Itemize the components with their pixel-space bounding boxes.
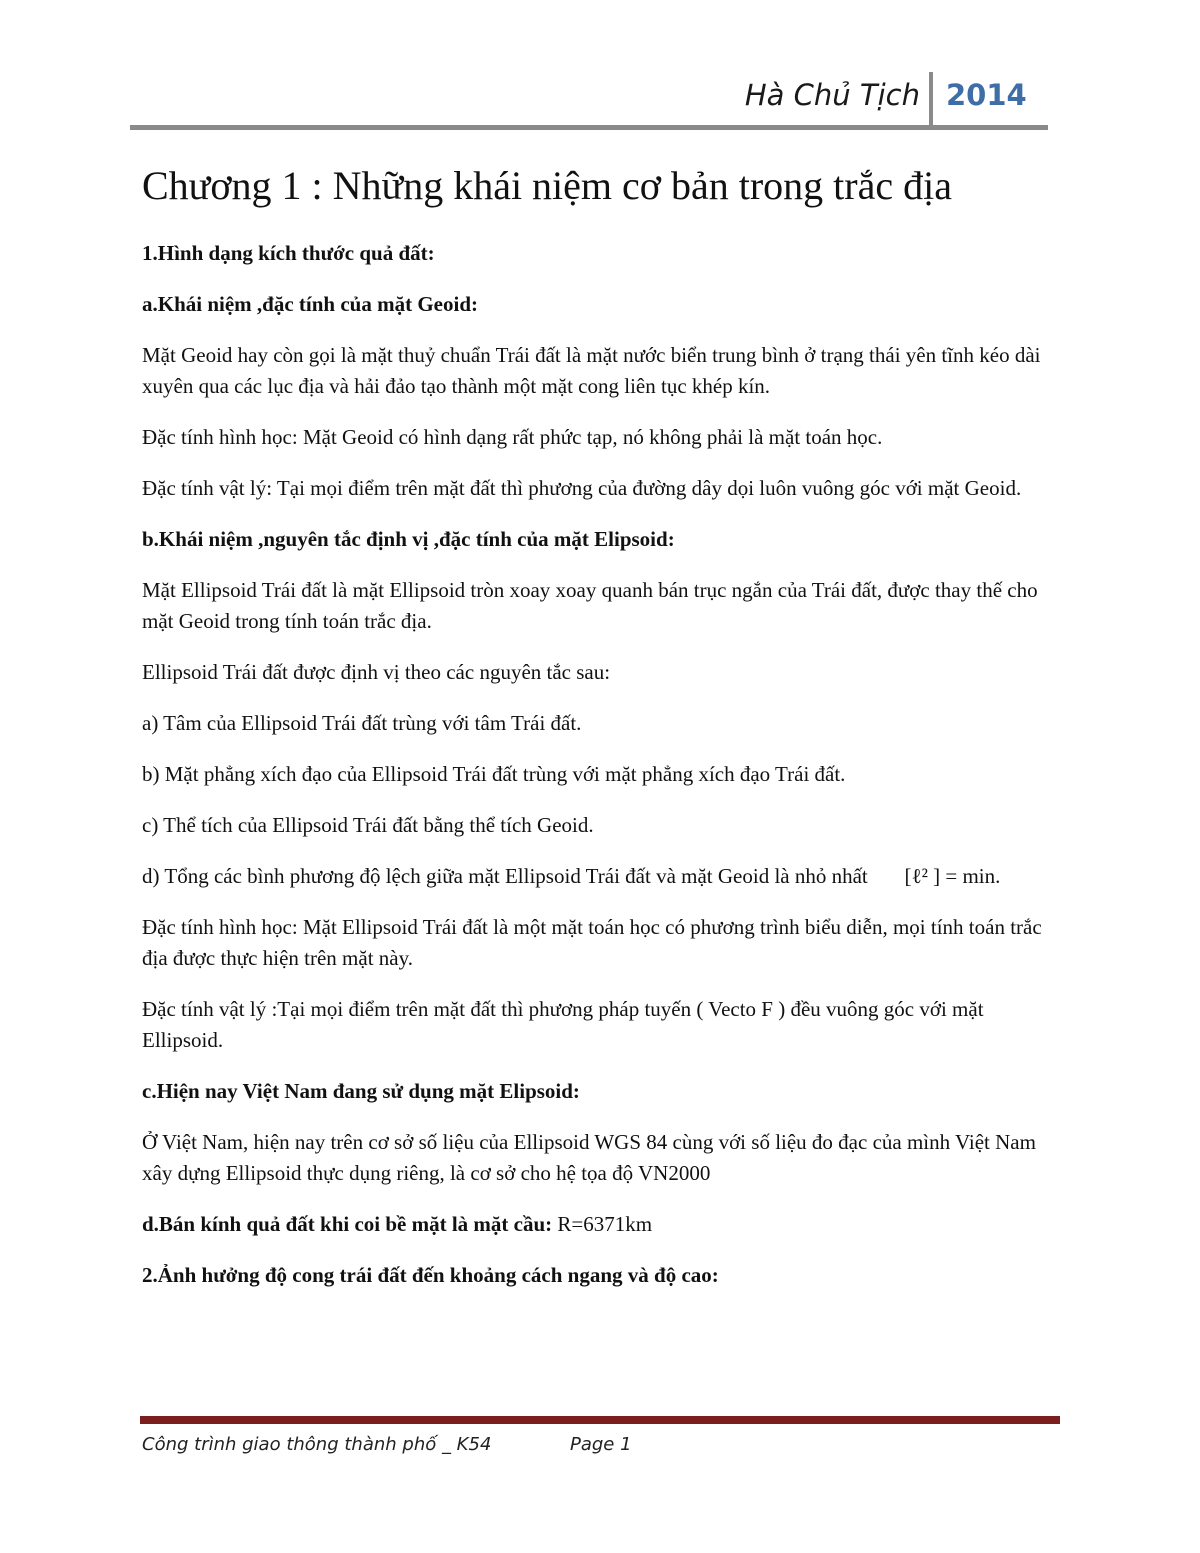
subsection-heading: b.Khái niệm ,nguyên tắc định vị ,đặc tính của mặt Elipsoid: (142, 527, 675, 551)
header-year: 2014 (946, 78, 1027, 112)
paragraph: Mặt Geoid hay còn gọi là mặt thuỷ chuẩn Trái đất là mặt nước biển trung bình ở trạng thái yên tĩnh kéo dài xuyên qua các lục địa và hải đảo tạo thành một mặt cong liên tục khép kín. (142, 343, 1041, 398)
list-item: a) Tâm của Ellipsoid Trái đất trùng với tâm Trái đất. (142, 711, 582, 735)
paragraph: Đặc tính vật lý :Tại mọi điểm trên mặt đất thì phương pháp tuyến ( Vecto F ) đều vuông góc với mặt Ellipsoid. (142, 997, 984, 1052)
paragraph: Mặt Ellipsoid Trái đất là mặt Ellipsoid tròn xoay xoay quanh bán trục ngắn của Trái đất, được thay thế cho mặt Geoid trong tính toán trắc địa. (142, 578, 1038, 633)
header-rule (130, 125, 1048, 130)
subsection-heading: a.Khái niệm ,đặc tính của mặt Geoid: (142, 292, 479, 316)
footer-rule (140, 1416, 1060, 1424)
document-body (142, 160, 1062, 1311)
paragraph: Ellipsoid Trái đất được định vị theo các nguyên tắc sau: (142, 660, 611, 684)
paragraph: Đặc tính vật lý: Tại mọi điểm trên mặt đất thì phương của đường dây dọi luôn vuông góc với mặt Geoid. (142, 476, 1022, 500)
radius-value: R=6371km (552, 1212, 653, 1236)
list-item: c) Thể tích của Ellipsoid Trái đất bằng thể tích Geoid. (142, 813, 594, 837)
section-heading: 1.Hình dạng kích thước quả đất: (142, 241, 435, 265)
paragraph: Ở Việt Nam, hiện nay trên cơ sở số liệu của Ellipsoid WGS 84 cùng với số liệu đo đạc của mình Việt Nam xây dựng Ellipsoid thực dụng riêng, là cơ sở cho hệ tọa độ VN2000 (142, 1130, 1036, 1185)
page-number: Page 1 (570, 1434, 632, 1455)
radius-label: d.Bán kính quả đất khi coi bề mặt là mặt cầu: (142, 1212, 553, 1236)
header-separator (929, 72, 933, 126)
footer-text: Công trình giao thông thành phố _ K54 (142, 1434, 492, 1455)
list-item: b) Mặt phẳng xích đạo của Ellipsoid Trái đất trùng với mặt phẳng xích đạo Trái đất. (142, 762, 846, 786)
chapter-title: Chương 1 : Những khái niệm cơ bản trong trắc địa (142, 163, 952, 208)
radius-line (142, 1209, 1062, 1240)
header-author: Hà Chủ Tịch (744, 78, 920, 112)
subsection-heading: c.Hiện nay Việt Nam đang sử dụng mặt Elipsoid: (142, 1079, 580, 1103)
list-item: d) Tổng các bình phương độ lệch giữa mặt Ellipsoid Trái đất và mặt Geoid là nhỏ nhất [ℓ² ] = min. (142, 864, 1001, 888)
section-heading: 2.Ảnh hưởng độ cong trái đất đến khoảng cách ngang và độ cao: (142, 1263, 719, 1287)
paragraph: Đặc tính hình học: Mặt Geoid có hình dạng rất phức tạp, nó không phải là mặt toán học. (142, 425, 883, 449)
paragraph: Đặc tính hình học: Mặt Ellipsoid Trái đất là một mặt toán học có phương trình biểu diễn, mọi tính toán trắc địa được thực hiện trên mặt này. (142, 915, 1042, 970)
